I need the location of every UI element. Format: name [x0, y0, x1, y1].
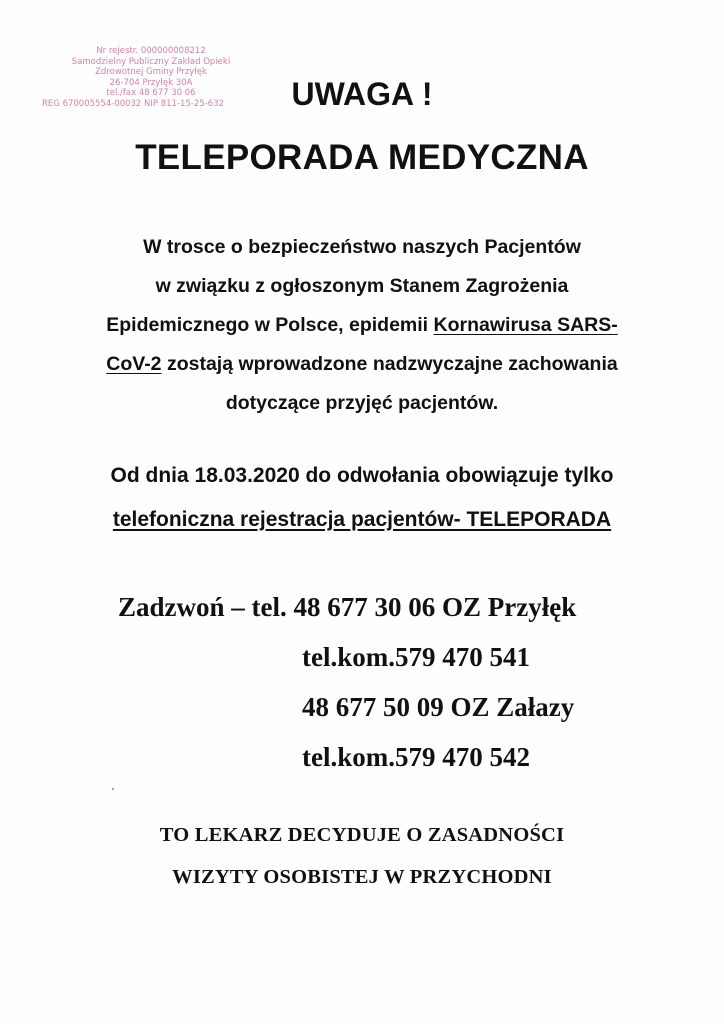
attention-heading	[0, 76, 724, 113]
intro-line: W trosce o bezpieczeństwo naszych Pacjentów	[143, 236, 581, 258]
page-title: TELEPORADA MEDYCZNA	[135, 138, 589, 177]
intro-line	[60, 345, 664, 384]
phone-contacts	[118, 582, 576, 782]
footer-line: TO LEKARZ DECYDUJE O ZASADNOŚCI	[159, 824, 565, 846]
phone-line-przylek: Zadzwoń – tel. 48 677 30 06 OZ Przyłęk	[118, 592, 577, 622]
attention-text: UWAGA !	[291, 76, 433, 112]
notice-line-underlined: telefoniczna rejestracja pacjentów- TELEPORADA	[112, 508, 612, 531]
intro-text: Epidemicznego w Polsce, epidemii	[106, 314, 434, 336]
intro-paragraph	[60, 228, 664, 423]
mobile-line-przylek: tel.kom.579 470 541	[302, 642, 530, 672]
mobile-line-zalazy: tel.kom.579 470 542	[302, 742, 530, 772]
doctor-decision-footer	[0, 814, 724, 898]
virus-name-underlined: CoV-2	[106, 353, 162, 375]
stamp-line: REG 670005554-00032 NIP 811-15-25-632	[42, 98, 225, 109]
scan-speck	[112, 788, 114, 790]
intro-text: zostają wprowadzone nadzwyczajne zachowania	[161, 353, 618, 375]
stamp-line: Samodzielny Publiczny Zakład Opieki	[71, 56, 231, 67]
registration-notice	[40, 454, 684, 542]
stamp-line: tel./fax 48 677 30 06	[106, 88, 196, 98]
phone-line-zalazy: 48 677 50 09 OZ Załazy	[302, 692, 575, 722]
intro-line	[60, 306, 664, 345]
footer-line: WIZYTY OSOBISTEJ W PRZYCHODNI	[172, 866, 552, 888]
intro-line: w związku z ogłoszonym Stanem Zagrożenia	[155, 275, 569, 297]
stamp-line: 26-704 Przyłęk 30A	[109, 77, 193, 88]
virus-name-underlined: Kornawirusa SARS-	[433, 314, 618, 336]
intro-line: dotyczące przyjęć pacjentów.	[225, 392, 499, 414]
notice-line: Od dnia 18.03.2020 do odwołania obowiązuje tylko	[110, 464, 614, 487]
stamp-line: Nr rejestr. 000000008212	[96, 46, 206, 56]
stamp-line: Zdrowotnej Gminy Przyłęk	[95, 67, 207, 77]
